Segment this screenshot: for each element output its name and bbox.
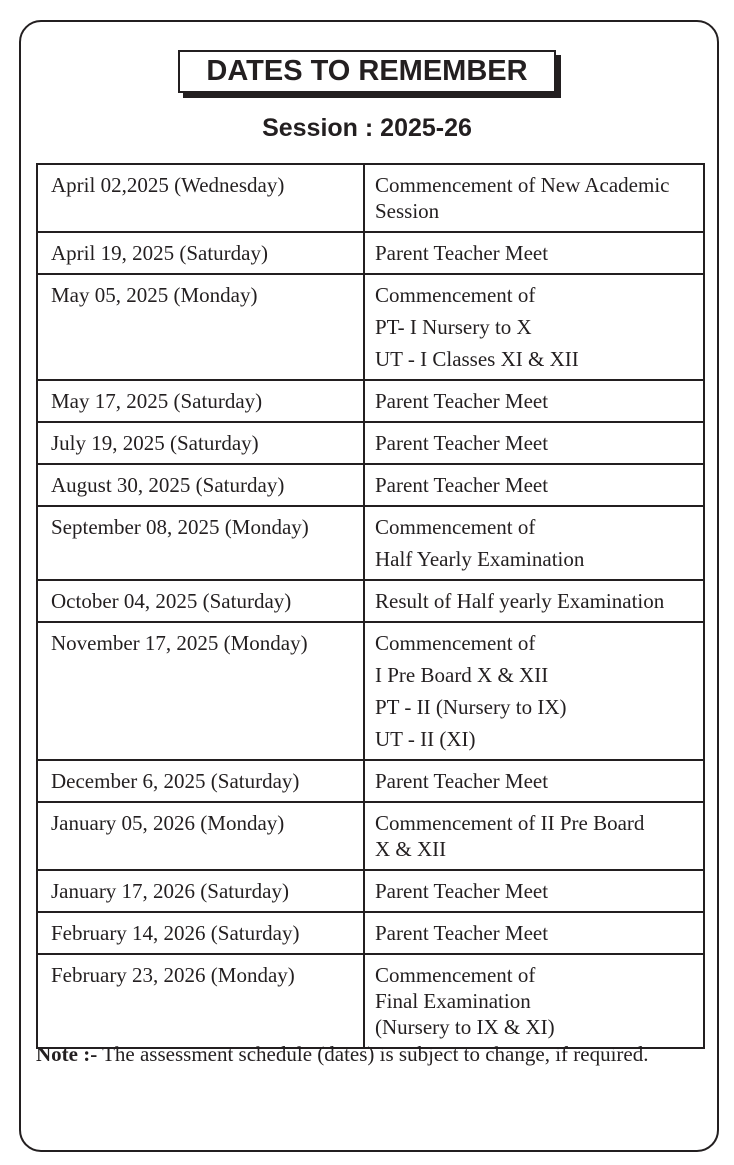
dates-table xyxy=(36,163,705,1049)
event-line: Commencement of xyxy=(375,515,536,539)
table-row xyxy=(37,802,704,870)
event-line: Parent Teacher Meet xyxy=(375,241,549,265)
table-row xyxy=(37,954,704,1048)
date-cell: May 17, 2025 (Saturday) xyxy=(37,380,364,422)
event-line: Parent Teacher Meet xyxy=(375,769,549,793)
event-line: Parent Teacher Meet xyxy=(375,473,549,497)
event-line: Commencement of New Academic xyxy=(375,173,670,197)
event-line: Parent Teacher Meet xyxy=(375,431,549,455)
date-cell: August 30, 2025 (Saturday) xyxy=(37,464,364,506)
event-line: Parent Teacher Meet xyxy=(375,921,549,945)
date-cell: December 6, 2025 (Saturday) xyxy=(37,760,364,802)
event-line: Parent Teacher Meet xyxy=(375,389,549,413)
event-cell xyxy=(364,506,704,580)
event-line: Parent Teacher Meet xyxy=(375,879,549,903)
date-cell: April 19, 2025 (Saturday) xyxy=(37,232,364,274)
title-banner xyxy=(178,50,561,98)
table-row xyxy=(37,506,704,580)
event-line: PT- I Nursery to X xyxy=(375,315,532,339)
event-cell xyxy=(364,580,704,622)
table-row xyxy=(37,870,704,912)
date-cell: February 14, 2026 (Saturday) xyxy=(37,912,364,954)
event-cell xyxy=(364,760,704,802)
event-cell xyxy=(364,802,704,870)
note-label: Note :- xyxy=(36,1042,98,1066)
event-line: Final Examination xyxy=(375,989,531,1013)
date-cell: November 17, 2025 (Monday) xyxy=(37,622,364,760)
event-cell xyxy=(364,954,704,1048)
session-heading: Session : 2025-26 xyxy=(262,114,472,142)
date-cell: September 08, 2025 (Monday) xyxy=(37,506,364,580)
event-line: Commencement of xyxy=(375,283,536,307)
date-cell: January 17, 2026 (Saturday) xyxy=(37,870,364,912)
date-cell: October 04, 2025 (Saturday) xyxy=(37,580,364,622)
table-row xyxy=(37,164,704,232)
event-cell xyxy=(364,274,704,380)
event-line: X & XII xyxy=(375,837,447,861)
date-cell: April 02,2025 (Wednesday) xyxy=(37,164,364,232)
dates-table-body xyxy=(37,164,704,1048)
date-cell: May 05, 2025 (Monday) xyxy=(37,274,364,380)
date-cell: February 23, 2026 (Monday) xyxy=(37,954,364,1048)
table-row xyxy=(37,422,704,464)
event-line: I Pre Board X & XII xyxy=(375,663,549,687)
event-cell xyxy=(364,232,704,274)
table-row xyxy=(37,912,704,954)
event-line: Commencement of II Pre Board xyxy=(375,811,645,835)
event-line: Commencement of xyxy=(375,631,536,655)
event-cell xyxy=(364,464,704,506)
event-line: UT - I Classes XI & XII xyxy=(375,347,579,371)
note-text: The assessment schedule (dates) is subject to change, if required. xyxy=(97,1042,649,1066)
event-cell xyxy=(364,870,704,912)
page-title: DATES TO REMEMBER xyxy=(178,50,556,93)
event-cell xyxy=(364,164,704,232)
event-cell xyxy=(364,380,704,422)
table-row xyxy=(37,580,704,622)
table-row xyxy=(37,464,704,506)
event-line: (Nursery to IX & XI) xyxy=(375,1015,555,1039)
table-row xyxy=(37,622,704,760)
event-cell xyxy=(364,622,704,760)
event-cell xyxy=(364,912,704,954)
event-line: Commencement of xyxy=(375,963,536,987)
event-cell xyxy=(364,422,704,464)
table-row xyxy=(37,380,704,422)
note xyxy=(36,1042,716,1067)
date-cell: July 19, 2025 (Saturday) xyxy=(37,422,364,464)
table-row xyxy=(37,760,704,802)
event-line: UT - II (XI) xyxy=(375,727,476,751)
event-line: Half Yearly Examination xyxy=(375,547,585,571)
event-line: Result of Half yearly Examination xyxy=(375,589,665,613)
event-line: PT - II (Nursery to IX) xyxy=(375,695,567,719)
table-row xyxy=(37,274,704,380)
event-line: Session xyxy=(375,199,440,223)
table-row xyxy=(37,232,704,274)
date-cell: January 05, 2026 (Monday) xyxy=(37,802,364,870)
